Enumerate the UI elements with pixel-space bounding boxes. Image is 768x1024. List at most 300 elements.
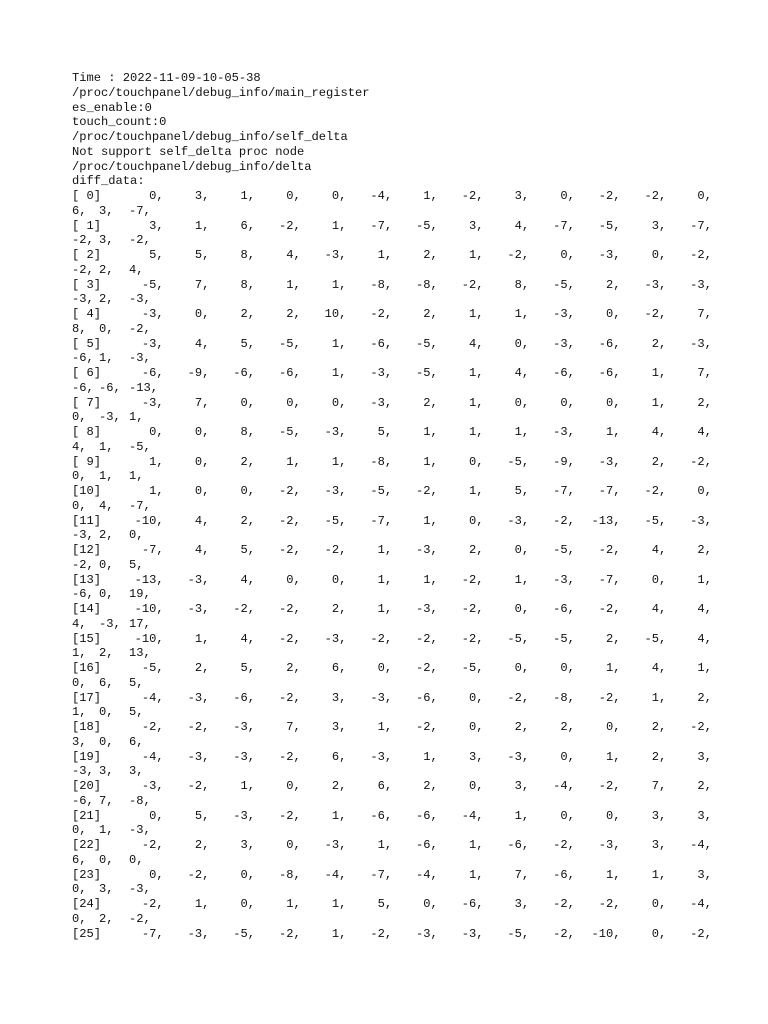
- data-cell: 2,: [286, 661, 301, 675]
- data-row: [72, 219, 712, 249]
- data-cell: 1,: [468, 867, 484, 882]
- data-cell: 5,: [240, 543, 256, 557]
- data-cell: 1,: [377, 720, 393, 734]
- data-cell: 0,: [514, 336, 530, 351]
- data-cell: 1,: [194, 631, 210, 646]
- data-row-main: [72, 838, 712, 853]
- data-cell: 3,: [514, 897, 530, 911]
- data-cell: -5,: [553, 543, 575, 557]
- data-cell: -3,: [690, 277, 712, 292]
- row-index: [17]: [72, 690, 102, 705]
- data-cell: 1,: [377, 838, 393, 852]
- data-cell: -2,: [416, 484, 438, 498]
- data-cell: -8,: [553, 690, 575, 705]
- data-cell: -2,: [278, 926, 301, 941]
- data-cell: 1,: [377, 572, 393, 587]
- data-row: [72, 779, 712, 809]
- data-cell: -3,: [690, 513, 712, 528]
- data-cell: -2,: [278, 218, 301, 233]
- row-index: [10]: [72, 484, 102, 498]
- data-cell-wrapped: 0,: [129, 528, 144, 543]
- data-cell: -2,: [644, 307, 667, 321]
- data-cell: -3,: [553, 425, 575, 439]
- data-cell-wrapped: -13,: [129, 380, 159, 395]
- data-cell: 0,: [560, 808, 575, 823]
- data-cell: 0,: [514, 602, 530, 616]
- data-row: [72, 278, 712, 308]
- data-row-wrap: [72, 410, 712, 425]
- data-cell: 3,: [651, 808, 667, 823]
- data-cell: 1,: [377, 248, 393, 262]
- data-cell: -5,: [598, 218, 621, 233]
- data-cell: 7,: [514, 867, 530, 882]
- data-cell: -3,: [370, 366, 393, 380]
- data-cell: 2,: [697, 395, 712, 410]
- data-cell-wrapped: 4,: [72, 439, 87, 454]
- data-cell-wrapped: -6,: [72, 587, 94, 602]
- data-cell: 1,: [651, 690, 667, 705]
- data-cell: -2,: [278, 543, 301, 557]
- data-cell: 0,: [468, 779, 484, 793]
- data-cell: -3,: [370, 749, 393, 764]
- data-cell: -9,: [187, 366, 210, 380]
- data-cell: 0,: [149, 808, 164, 823]
- data-cell-wrapped: -3,: [129, 292, 151, 307]
- data-cell: 1,: [651, 395, 667, 410]
- data-cell-wrapped: 0,: [99, 557, 114, 572]
- data-row-wrap: [72, 322, 712, 337]
- data-cell: -3,: [233, 720, 256, 734]
- data-cell-wrapped: -2,: [72, 233, 94, 248]
- data-cell: -2,: [598, 779, 621, 793]
- data-row: [72, 691, 712, 721]
- data-row: [72, 868, 712, 898]
- data-row-wrap: [72, 587, 712, 602]
- data-cell: -3,: [598, 248, 621, 262]
- data-cell-wrapped: -2,: [72, 262, 94, 277]
- data-cell: -2,: [461, 631, 484, 646]
- data-cell-wrapped: 0,: [72, 882, 87, 897]
- row-index: [ 7]: [72, 395, 102, 410]
- data-cell: -6,: [553, 366, 575, 380]
- data-cell: 6,: [331, 661, 347, 675]
- data-cell: 1,: [423, 454, 438, 469]
- data-cell: -2,: [598, 602, 621, 616]
- data-row-main: [72, 337, 712, 352]
- data-cell: 4,: [194, 513, 210, 528]
- data-cell: 1,: [423, 572, 438, 587]
- data-cell: 2,: [286, 307, 301, 321]
- data-cell: -13,: [591, 513, 621, 528]
- data-cell: 1,: [606, 661, 621, 675]
- data-cell: -6,: [461, 897, 484, 911]
- data-cell: 3,: [468, 749, 484, 764]
- data-cell: 1,: [286, 454, 301, 469]
- data-row-wrap: [72, 440, 712, 455]
- row-index: [18]: [72, 720, 102, 734]
- data-cell: 1,: [468, 307, 484, 321]
- data-cell: 1,: [468, 425, 484, 439]
- data-cell-wrapped: 2,: [99, 646, 114, 661]
- data-cell: -5,: [644, 631, 667, 646]
- data-cell: 7,: [194, 395, 210, 410]
- data-cell: 10,: [324, 307, 347, 321]
- data-cell: -5,: [644, 513, 667, 528]
- row-index: [ 9]: [72, 454, 102, 469]
- data-row-main: [72, 632, 712, 647]
- data-row: [72, 573, 712, 603]
- data-cell: 2,: [606, 631, 621, 646]
- data-cell: -2,: [370, 926, 393, 941]
- data-cell: 0,: [240, 867, 256, 882]
- data-cell: 2,: [423, 779, 438, 793]
- data-cell: -4,: [370, 189, 393, 203]
- data-cell: -3,: [324, 631, 347, 646]
- data-cell: -6,: [598, 336, 621, 351]
- data-cell: -2,: [233, 602, 256, 616]
- data-cell: -2,: [553, 897, 575, 911]
- data-cell: 4,: [286, 248, 301, 262]
- data-cell: 1,: [468, 366, 484, 380]
- data-cell: -3,: [553, 307, 575, 321]
- row-index: [12]: [72, 543, 102, 557]
- data-row: [72, 307, 712, 337]
- data-cell: -6,: [370, 336, 393, 351]
- data-cell: -6,: [416, 690, 438, 705]
- data-cell: -7,: [141, 926, 164, 941]
- log-header: [72, 71, 712, 189]
- data-cell: -6,: [370, 808, 393, 823]
- data-cell: -13,: [134, 572, 164, 587]
- data-cell: 4,: [514, 366, 530, 380]
- data-cell: -3,: [598, 454, 621, 469]
- data-cell-wrapped: -6,: [72, 793, 94, 808]
- data-cell: -6,: [233, 366, 256, 380]
- data-cell: -5,: [233, 926, 256, 941]
- data-cell: 7,: [697, 307, 712, 321]
- data-cell: -3,: [324, 248, 347, 262]
- data-cell: 2,: [514, 720, 530, 734]
- data-cell: -4,: [690, 897, 712, 911]
- data-cell-wrapped: 3,: [99, 203, 114, 218]
- data-cell: 1,: [606, 425, 621, 439]
- data-cell-wrapped: 6,: [72, 852, 87, 867]
- data-row-wrap: [72, 794, 712, 809]
- data-cell-wrapped: 1,: [99, 351, 114, 366]
- data-row: [72, 189, 712, 219]
- data-cell: -3,: [553, 572, 575, 587]
- data-cell: 0,: [560, 395, 575, 410]
- data-row: [72, 543, 712, 573]
- row-index: [13]: [72, 572, 102, 587]
- data-cell: -3,: [690, 336, 712, 351]
- data-cell-wrapped: 19,: [129, 587, 151, 602]
- data-row-main: [72, 750, 712, 765]
- data-cell: 1,: [286, 897, 301, 911]
- data-cell: 4,: [651, 425, 667, 439]
- data-cell-wrapped: 0,: [99, 852, 114, 867]
- data-cell: -5,: [416, 366, 438, 380]
- data-cell: 3,: [468, 218, 484, 233]
- data-cell: 2,: [697, 543, 712, 557]
- data-cell: 6,: [240, 218, 256, 233]
- data-cell: 4,: [194, 336, 210, 351]
- data-row-main: [72, 543, 712, 558]
- data-row-main: [72, 396, 712, 411]
- data-cell: -3,: [553, 336, 575, 351]
- data-cell: 3,: [651, 218, 667, 233]
- data-cell: 1,: [468, 248, 484, 262]
- data-cell-wrapped: -6,: [72, 380, 94, 395]
- data-cell: -2,: [598, 543, 621, 557]
- data-cell: 0,: [468, 513, 484, 528]
- data-cell: -5,: [507, 454, 530, 469]
- row-index: [ 5]: [72, 336, 102, 351]
- data-cell: -6,: [598, 366, 621, 380]
- data-cell: 0,: [331, 572, 347, 587]
- data-cell-wrapped: 0,: [72, 469, 87, 484]
- data-cell: 1,: [468, 395, 484, 410]
- data-row-main: [72, 897, 712, 912]
- data-cell: -2,: [278, 631, 301, 646]
- data-cell: 0,: [240, 395, 256, 410]
- data-cell: 4,: [697, 631, 712, 646]
- data-cell: 7,: [286, 720, 301, 734]
- data-cell: 0,: [194, 484, 210, 498]
- data-cell-wrapped: -3,: [72, 292, 94, 307]
- data-cell: 1,: [514, 307, 530, 321]
- data-cell: 1,: [331, 897, 347, 911]
- data-cell-wrapped: 2,: [99, 911, 114, 926]
- data-cell: 2,: [240, 454, 256, 469]
- row-index: [15]: [72, 631, 102, 646]
- data-cell-wrapped: 5,: [129, 557, 144, 572]
- row-index: [25]: [72, 926, 102, 941]
- data-cell: -2,: [461, 602, 484, 616]
- data-row-main: [72, 189, 712, 204]
- data-cell: 0,: [560, 749, 575, 764]
- data-cell-wrapped: -2,: [129, 911, 151, 926]
- data-cell: -3,: [141, 779, 164, 793]
- data-cell: 2,: [606, 277, 621, 292]
- data-cell: 3,: [697, 808, 712, 823]
- data-cell: -3,: [187, 926, 210, 941]
- data-cell-wrapped: -6,: [99, 380, 121, 395]
- data-cell: 0,: [149, 867, 164, 882]
- data-row-wrap: [72, 263, 712, 278]
- diff-data-label: diff_data:: [72, 174, 145, 189]
- data-cell: 3,: [697, 749, 712, 764]
- data-cell: 0,: [423, 897, 438, 911]
- data-cell: -2,: [553, 838, 575, 852]
- row-index: [14]: [72, 602, 102, 616]
- data-cell-wrapped: 5,: [129, 705, 144, 720]
- data-cell: -5,: [278, 336, 301, 351]
- data-cell: 1,: [514, 808, 530, 823]
- data-cell-wrapped: 13,: [129, 646, 151, 661]
- data-cell: -3,: [644, 277, 667, 292]
- data-cell-wrapped: 6,: [99, 675, 114, 690]
- data-cell: 0,: [331, 189, 347, 203]
- data-cell: 4,: [651, 661, 667, 675]
- data-cell-wrapped: -7,: [129, 203, 151, 218]
- data-cell-wrapped: -3,: [72, 528, 94, 543]
- data-cell: -2,: [278, 513, 301, 528]
- data-cell: 8,: [240, 277, 256, 292]
- data-cell: -2,: [278, 808, 301, 823]
- data-row: [72, 632, 712, 662]
- data-cell: -3,: [141, 307, 164, 321]
- data-cell: -2,: [507, 690, 530, 705]
- data-cell: 1,: [331, 926, 347, 941]
- data-row: [72, 337, 712, 367]
- data-cell: 1,: [606, 867, 621, 882]
- data-cell: 2,: [468, 543, 484, 557]
- data-cell: -8,: [416, 277, 438, 292]
- data-cell: -3,: [187, 690, 210, 705]
- data-cell-wrapped: 4,: [72, 616, 87, 631]
- data-cell: 2,: [651, 454, 667, 469]
- data-cell: 2,: [560, 720, 575, 734]
- data-cell: 2,: [423, 248, 438, 262]
- data-cell: 0,: [286, 572, 301, 587]
- data-cell: -2,: [507, 248, 530, 262]
- data-row-wrap: [72, 528, 712, 543]
- data-cell: 1,: [240, 189, 256, 203]
- data-cell-wrapped: -8,: [129, 793, 151, 808]
- data-row-main: [72, 720, 712, 735]
- diff-data-table: [72, 189, 712, 941]
- data-row-wrap: [72, 233, 712, 248]
- row-index: [ 0]: [72, 189, 102, 203]
- data-cell: 3,: [149, 218, 164, 233]
- data-cell-wrapped: 1,: [72, 705, 87, 720]
- data-cell: -10,: [134, 631, 164, 646]
- data-row-wrap: [72, 735, 712, 750]
- data-cell: -5,: [416, 336, 438, 351]
- data-cell: -5,: [553, 631, 575, 646]
- data-cell-wrapped: 8,: [72, 321, 87, 336]
- data-cell: 0,: [560, 189, 575, 203]
- data-row-wrap: [72, 381, 712, 396]
- data-cell: 1,: [331, 277, 347, 292]
- data-cell: -4,: [461, 808, 484, 823]
- row-index: [ 1]: [72, 218, 102, 233]
- data-cell-wrapped: 2,: [99, 292, 114, 307]
- data-cell: -7,: [553, 484, 575, 498]
- data-cell: 2,: [423, 395, 438, 410]
- data-row-wrap: [72, 823, 712, 838]
- data-cell: -7,: [370, 218, 393, 233]
- data-row-wrap: [72, 499, 712, 514]
- data-cell: -5,: [461, 661, 484, 675]
- data-cell-wrapped: 2,: [99, 528, 114, 543]
- data-cell: -2,: [690, 248, 712, 262]
- data-cell: -5,: [141, 661, 164, 675]
- data-cell-wrapped: -2,: [129, 321, 151, 336]
- data-cell: -10,: [134, 602, 164, 616]
- data-cell: 2,: [194, 838, 210, 852]
- data-cell: 4,: [240, 631, 256, 646]
- row-index: [23]: [72, 867, 102, 882]
- data-cell: -2,: [416, 720, 438, 734]
- data-cell: 4,: [651, 602, 667, 616]
- data-cell-wrapped: 1,: [99, 469, 114, 484]
- data-row: [72, 602, 712, 632]
- data-cell: 2,: [697, 690, 712, 705]
- data-row: [72, 897, 712, 927]
- timestamp-line: Time : 2022-11-09-10-05-38: [72, 71, 261, 85]
- data-cell: 1,: [194, 897, 210, 911]
- data-cell: 5,: [240, 661, 256, 675]
- data-cell: 1,: [697, 661, 712, 675]
- data-cell: 3,: [331, 690, 347, 705]
- data-cell: 4,: [194, 543, 210, 557]
- data-cell-wrapped: 0,: [72, 823, 87, 838]
- data-cell: 1,: [697, 572, 712, 587]
- data-cell-wrapped: -7,: [129, 498, 151, 513]
- data-cell-wrapped: 7,: [99, 793, 114, 808]
- data-cell-wrapped: -3,: [72, 764, 94, 779]
- data-cell: 5,: [240, 336, 256, 351]
- data-cell: 0,: [149, 189, 164, 203]
- data-cell-wrapped: 3,: [72, 734, 87, 749]
- data-cell: 5,: [149, 248, 164, 262]
- data-row: [72, 425, 712, 455]
- data-cell: 0,: [606, 808, 621, 823]
- data-cell: 0,: [286, 779, 301, 793]
- data-row-main: [72, 602, 712, 617]
- data-cell: 0,: [651, 572, 667, 587]
- row-index: [20]: [72, 779, 102, 793]
- data-cell: -4,: [324, 867, 347, 882]
- data-row: [72, 720, 712, 750]
- data-cell: -2,: [598, 189, 621, 203]
- data-cell-wrapped: 0,: [72, 675, 87, 690]
- row-index: [ 2]: [72, 248, 102, 262]
- data-cell: 1,: [377, 602, 393, 616]
- data-cell: 1,: [331, 808, 347, 823]
- data-cell: 0,: [149, 425, 164, 439]
- log-document: [72, 71, 712, 941]
- data-cell: 1,: [651, 867, 667, 882]
- data-cell: 0,: [468, 454, 484, 469]
- data-row-main: [72, 484, 712, 499]
- data-cell: 3,: [514, 779, 530, 793]
- data-cell: -5,: [141, 277, 164, 292]
- data-cell-wrapped: 17,: [129, 616, 151, 631]
- data-cell: -3,: [141, 395, 164, 410]
- data-cell-wrapped: -3,: [99, 410, 121, 425]
- data-cell: -6,: [278, 366, 301, 380]
- data-cell-wrapped: -2,: [129, 233, 151, 248]
- data-cell-wrapped: -3,: [129, 351, 151, 366]
- data-cell: -3,: [416, 926, 438, 941]
- data-cell: 0,: [286, 189, 301, 203]
- data-cell-wrapped: 3,: [99, 233, 114, 248]
- data-cell: -3,: [187, 749, 210, 764]
- data-cell: -3,: [507, 749, 530, 764]
- data-row-main: [72, 366, 712, 381]
- data-cell: -3,: [187, 602, 210, 616]
- data-cell: -3,: [324, 484, 347, 498]
- data-cell: -3,: [187, 572, 210, 587]
- data-cell-wrapped: -5,: [129, 439, 151, 454]
- data-cell: 4,: [697, 425, 712, 439]
- data-cell: 3,: [240, 838, 256, 852]
- data-cell: 0,: [468, 690, 484, 705]
- data-cell: 3,: [194, 189, 210, 203]
